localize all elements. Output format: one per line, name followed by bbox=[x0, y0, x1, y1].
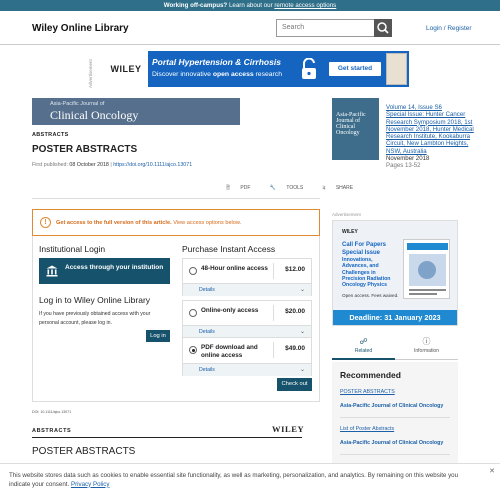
search-icon bbox=[374, 19, 392, 37]
issue-info bbox=[386, 104, 476, 170]
recommended-article-link[interactable]: List of Poster Abstracts bbox=[340, 426, 395, 432]
off-campus-label: Working off-campus? bbox=[163, 2, 228, 9]
institution-access-button[interactable] bbox=[39, 258, 170, 284]
info-icon: ! bbox=[40, 217, 51, 228]
pdf-icon: 🗎 bbox=[226, 185, 231, 191]
institution-icon bbox=[46, 265, 58, 277]
article-meta: First published: 08 October 2018 | https://doi.org/10.1111/ajco.13071 bbox=[32, 162, 193, 168]
wiley-logo: WILEY bbox=[272, 424, 305, 434]
radio-online-only[interactable] bbox=[189, 309, 197, 317]
issue-date: November 2018 bbox=[386, 155, 430, 163]
info-icon: ⓘ bbox=[422, 337, 431, 346]
purchase-option-pdf[interactable] bbox=[182, 337, 312, 376]
list-item bbox=[340, 389, 450, 410]
option-details-toggle[interactable]: Details ⌄ bbox=[183, 363, 311, 376]
recommended-heading: Recommended bbox=[340, 370, 401, 380]
recommended-journal-link[interactable]: Asia-Pacific Journal of Clinical Oncology bbox=[340, 403, 444, 409]
off-campus-text: Learn about our bbox=[228, 2, 273, 9]
issue-volume-link[interactable]: Volume 14, Issue S6 bbox=[386, 104, 442, 111]
issue-pages: Pages 13-52 bbox=[386, 162, 421, 170]
published-label: First published: bbox=[32, 162, 68, 168]
tools-button[interactable]: 🔧 TOOLS bbox=[269, 185, 304, 191]
search-input[interactable] bbox=[276, 19, 392, 37]
login-heading: Log in to Wiley Online Library bbox=[39, 295, 151, 305]
site-logo[interactable]: Wiley Online Library bbox=[32, 23, 129, 34]
recommended-journal-link[interactable]: Asia-Pacific Journal of Clinical Oncology bbox=[340, 440, 444, 446]
advertisement-label: Advertisement bbox=[88, 59, 93, 88]
ad-wiley-logo: WILEY bbox=[104, 51, 148, 87]
published-date: 08 October 2018 bbox=[69, 162, 109, 168]
search-placeholder: Search bbox=[282, 24, 305, 31]
login-button[interactable]: Log in bbox=[146, 330, 170, 342]
ad-side-title: Call For Papers Special Issue bbox=[342, 242, 387, 256]
journal-banner-small: Asia-Pacific Journal of bbox=[50, 101, 105, 107]
cookie-text: This website stores data such as cookies to enable essential site functionality, as well as marketing, personalization, and analytics. By remaining on this website you indicate your consent. Privacy Policy bbox=[9, 472, 459, 488]
radio-48-hour[interactable] bbox=[189, 267, 197, 275]
close-icon[interactable]: ✕ bbox=[489, 468, 495, 475]
divider bbox=[32, 198, 320, 199]
off-campus-bar bbox=[0, 0, 500, 11]
access-message: Get access to the full version of this article. View access options below. bbox=[56, 220, 242, 226]
purchase-option-48-hour[interactable] bbox=[182, 258, 312, 296]
option-price: $12.00 bbox=[285, 266, 305, 273]
institutional-login-heading: Institutional Login bbox=[39, 244, 106, 254]
privacy-policy-link[interactable]: Privacy Policy bbox=[70, 480, 110, 488]
ad-headline: Portal Hypertension & Cirrhosis bbox=[152, 57, 281, 67]
issue-cover[interactable] bbox=[332, 98, 379, 160]
access-banner bbox=[32, 209, 320, 236]
ad-journal-cover bbox=[386, 53, 407, 85]
search-button[interactable] bbox=[374, 19, 392, 37]
article-section: ABSTRACTS bbox=[32, 132, 69, 138]
recommended-article-link[interactable]: POSTER ABSTRACTS bbox=[340, 389, 395, 395]
chevron-down-icon: ⌄ bbox=[299, 367, 305, 373]
cookie-banner bbox=[0, 463, 500, 500]
side-advertisement[interactable] bbox=[332, 220, 458, 326]
get-started-button[interactable]: Get started bbox=[329, 62, 381, 76]
chevron-down-icon: ⌄ bbox=[299, 329, 305, 335]
article-tools bbox=[226, 185, 371, 193]
option-price: $20.00 bbox=[285, 308, 305, 315]
tab-related[interactable]: ☍ Related bbox=[332, 336, 395, 360]
ad-side-journal-thumbnail bbox=[403, 239, 450, 299]
article-title: POSTER ABSTRACTS bbox=[32, 144, 138, 155]
preview-section: ABSTRACTS bbox=[32, 428, 72, 434]
site-header bbox=[0, 11, 500, 45]
ad-side-topic: Innovations, Advances, and Challenges in Precision Radiation Oncology Physics bbox=[342, 257, 391, 289]
pdf-button[interactable]: 🗎 PDF bbox=[226, 185, 251, 191]
option-name: PDF download and online access bbox=[201, 344, 258, 359]
access-options-link[interactable]: View access options below. bbox=[173, 220, 242, 226]
related-icon: ☍ bbox=[359, 337, 368, 346]
preview-title: POSTER ABSTRACTS bbox=[32, 446, 136, 457]
share-icon: ⥸ bbox=[322, 185, 326, 191]
preview-divider bbox=[32, 437, 302, 438]
journal-banner-title: Clinical Oncology bbox=[50, 108, 139, 122]
login-register-link[interactable]: Login / Register bbox=[426, 25, 472, 32]
top-advertisement[interactable] bbox=[104, 51, 409, 87]
purchase-option-online-only[interactable] bbox=[182, 300, 312, 338]
share-button[interactable]: ⥸ SHARE bbox=[322, 185, 354, 191]
remote-access-link[interactable]: remote access options bbox=[274, 2, 337, 9]
login-description: If you have previously obtained access with your personal account, please log in. bbox=[39, 311, 151, 326]
option-name: Online-only access bbox=[201, 307, 259, 314]
institution-access-label: Access through your institution bbox=[65, 264, 164, 271]
checkout-button[interactable]: Check out bbox=[277, 378, 312, 391]
preview-doi: DOI: 10.1111/ajco.13071 bbox=[32, 410, 72, 414]
ad-deadline: Deadline: 31 January 2023 bbox=[333, 310, 457, 325]
ad-wiley-logo: WILEY bbox=[342, 229, 358, 235]
purchase-heading: Purchase Instant Access bbox=[182, 244, 276, 254]
option-details-toggle[interactable]: Details ⌄ bbox=[183, 283, 311, 296]
advertisement-label: Advertisement bbox=[332, 212, 361, 217]
wrench-icon: 🔧 bbox=[269, 185, 277, 191]
ad-side-open-access: Open access. Fees waived. bbox=[342, 293, 399, 298]
option-price: $49.00 bbox=[285, 345, 305, 352]
issue-cover-title: Asia-Pacific Journal of Clinical Oncology bbox=[336, 112, 366, 136]
journal-banner[interactable] bbox=[32, 98, 240, 125]
sidebar-tabs bbox=[332, 336, 458, 360]
open-lock-icon bbox=[300, 58, 318, 80]
chevron-down-icon: ⌄ bbox=[299, 287, 305, 293]
doi-link[interactable]: https://doi.org/10.1111/ajco.13071 bbox=[113, 162, 193, 168]
option-details-toggle[interactable]: Details ⌄ bbox=[183, 325, 311, 338]
ad-subline: Discover innovative open access research bbox=[152, 71, 282, 78]
special-issue-link[interactable]: Special Issue: Hunter Cancer Research Symposium 2018, 1st November 2018, Hunter Medical Research Institute, Kookaburra Circuit, New Lambton Heights, NSW, Australia bbox=[386, 111, 474, 155]
tab-information[interactable]: ⓘ Information bbox=[395, 336, 458, 360]
list-item bbox=[340, 426, 450, 447]
radio-pdf[interactable] bbox=[189, 346, 197, 354]
option-name: 48-Hour online access bbox=[201, 265, 268, 272]
